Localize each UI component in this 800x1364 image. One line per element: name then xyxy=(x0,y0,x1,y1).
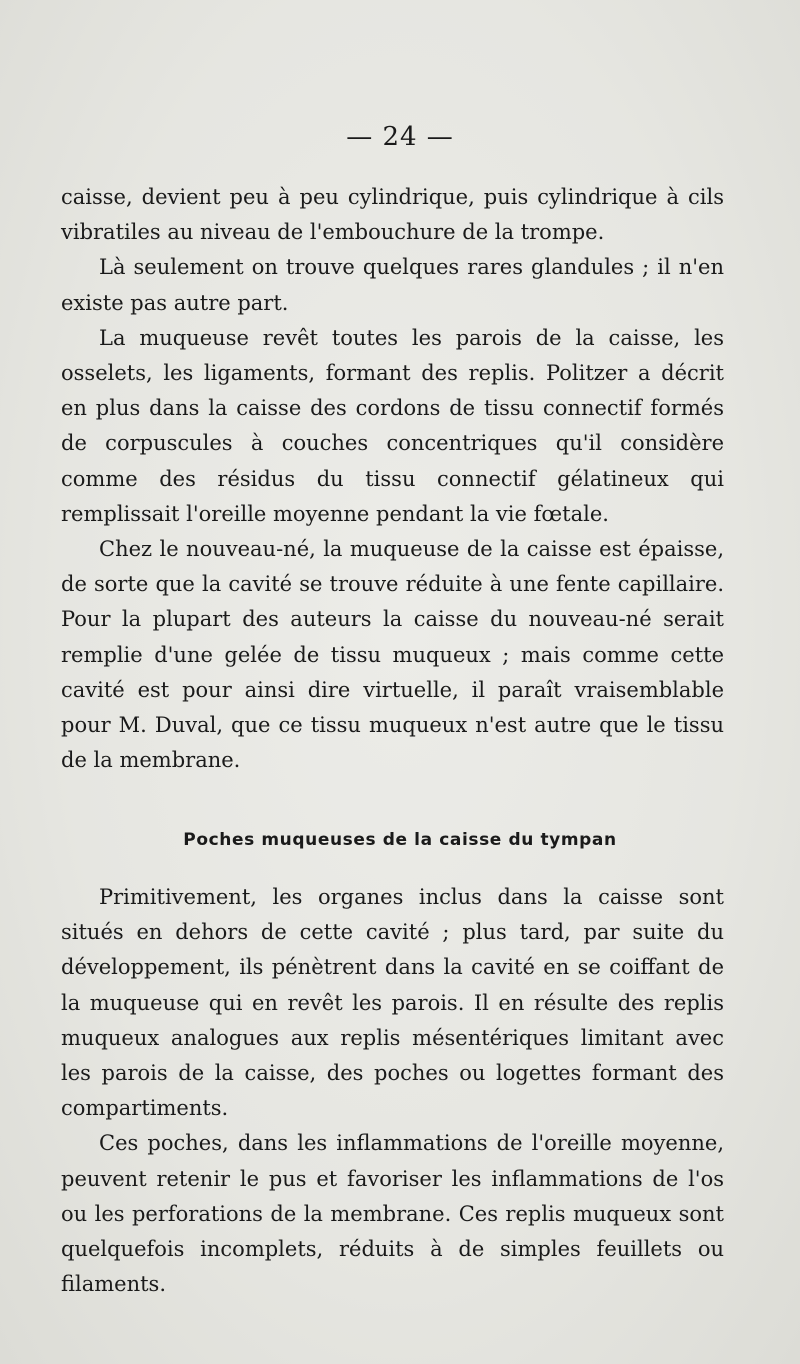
page-number: — 24 — xyxy=(346,122,454,152)
paragraph: caisse, devient peu à peu cylindrique, puis cylindrique à cils vibratiles au niveau de l'embouchure de la trompe. xyxy=(61,185,724,245)
text-block-top xyxy=(61,180,724,778)
paragraph: Chez le nouveau-né, la muqueuse de la caisse est épaisse, de sorte que la cavité se trouve réduite à une fente capillaire. Pour la plupart des auteurs la caisse du nouveau-né serait remplie d'une gelée de tissu muqueux ; mais comme cette cavité est pour ainsi dire virtuelle, il paraît vraisemblable pour M. Duval, que ce tissu muqueux n'est autre que le tissu de la membrane. xyxy=(61,537,724,773)
section-heading: Poches muqueuses de la caisse du tympan xyxy=(183,830,617,850)
text-block-bottom xyxy=(61,880,724,1302)
paragraph: Ces poches, dans les inflammations de l'oreille moyenne, peuvent retenir le pus et favoriser les inflammations de l'os ou les perforations de la membrane. Ces replis muqueux sont quelquefois incomplets, réduits à de simples feuillets ou filaments. xyxy=(61,1131,724,1297)
paragraph: Primitivement, les organes inclus dans la caisse sont situés en dehors de cette cavité ; plus tard, par suite du développement, ils pénètrent dans la cavité en se coiffant de la muqueuse qui en revêt les parois. Il en résulte des replis muqueux analogues aux replis mésentériques limitant avec les parois de la caisse, des poches ou logettes formant des compartiments. xyxy=(61,885,724,1121)
paragraph: La muqueuse revêt toutes les parois de la caisse, les osselets, les ligaments, formant des replis. Politzer a décrit en plus dans la caisse des cordons de tissu connectif formés de corpuscules à couches concentriques qu'il considère comme des résidus du tissu connectif gélatineux qui remplissait l'oreille moyenne pendant la vie fœtale. xyxy=(61,325,724,526)
paragraph: Là seulement on trouve quelques rares glandules ; il n'en existe pas autre part. xyxy=(61,255,724,315)
